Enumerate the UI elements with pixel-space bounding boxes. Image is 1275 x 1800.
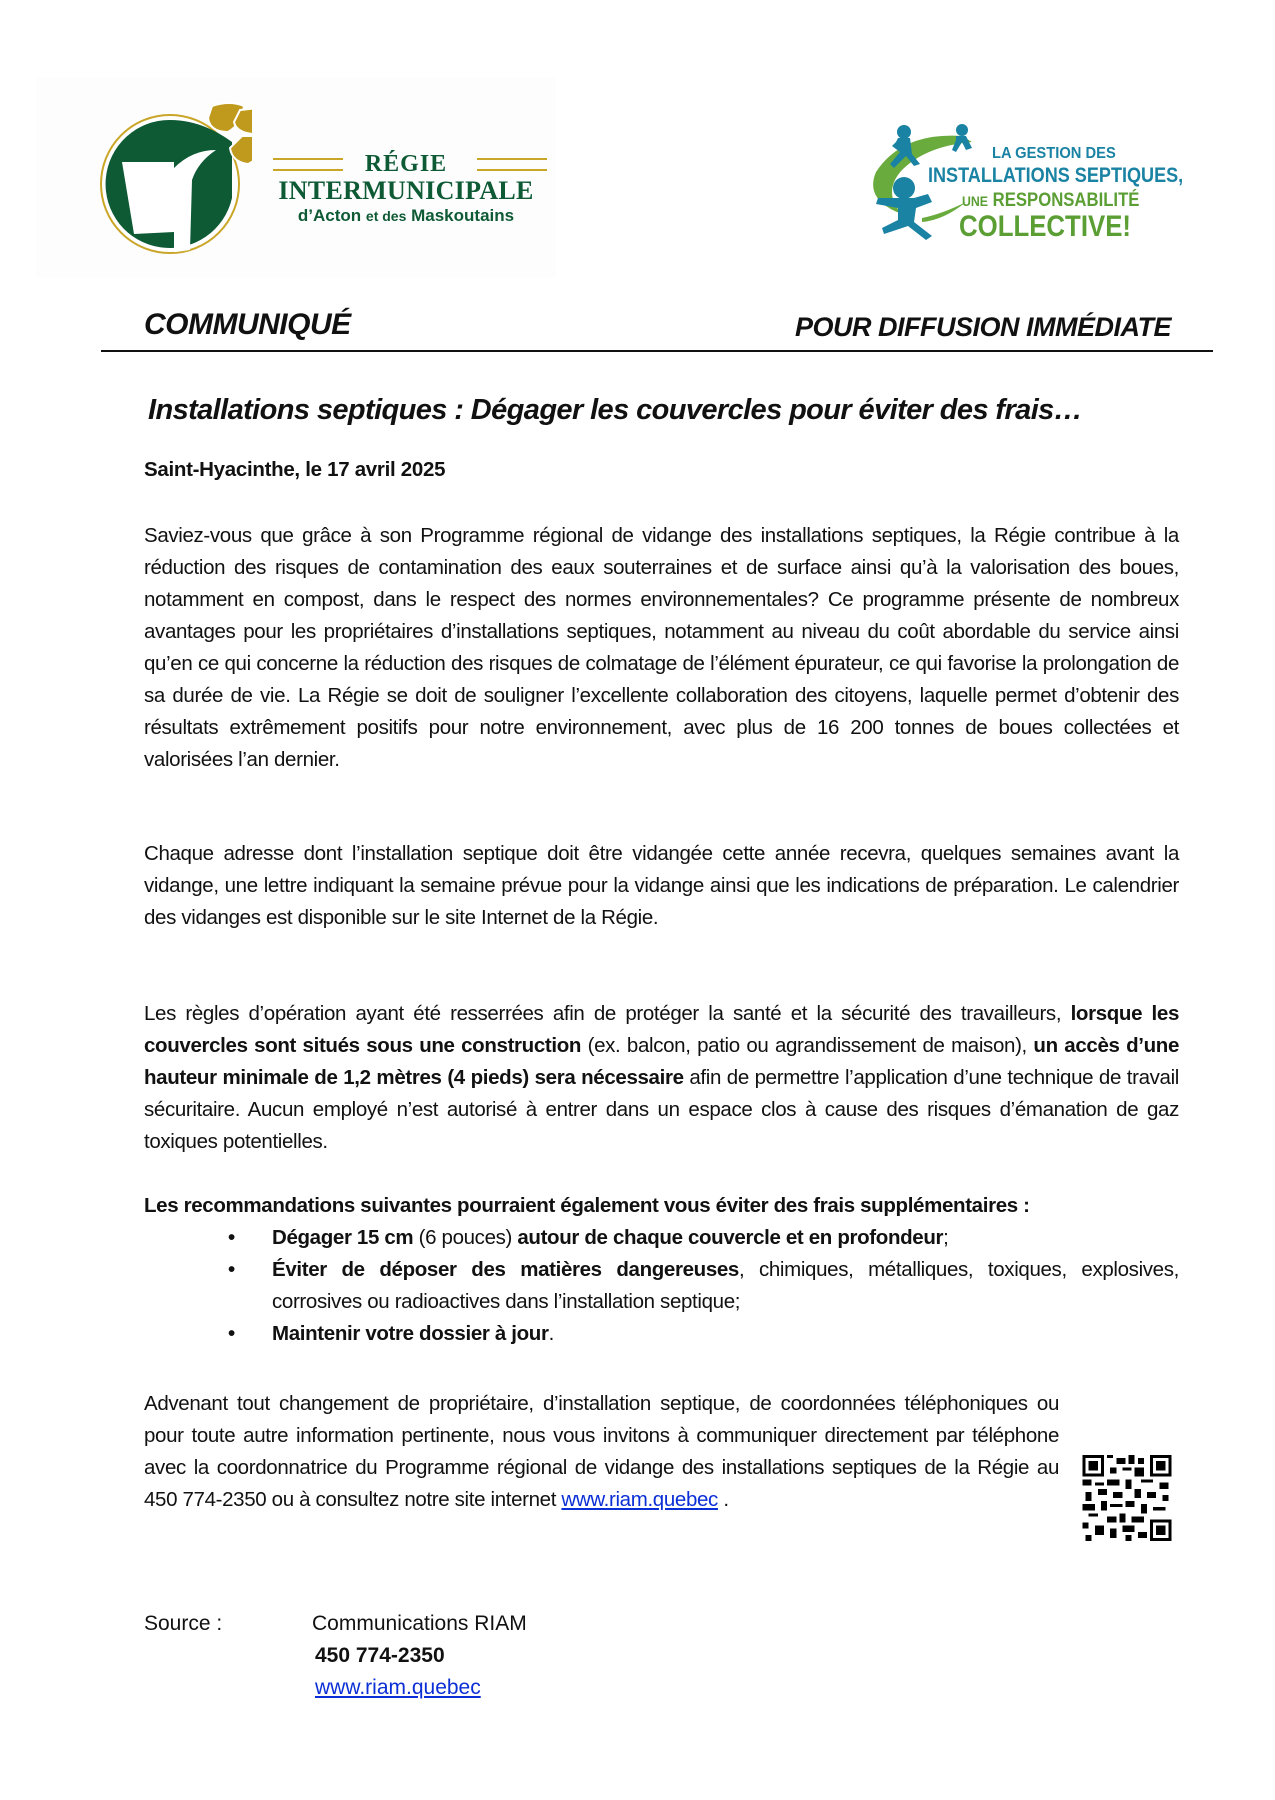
source-website-link[interactable]: www.riam.quebec bbox=[315, 1676, 481, 1699]
paragraph-letter-notice: Chaque adresse dont l’installation septique doit être vidangée cette année recevra, quelques semaines avant la vidange, une lettre indiquant la semaine prévue pour la vidange ainsi que les indications de préparation. Le calendrier des vidanges est disponible sur le site Internet de la Régie. bbox=[144, 842, 1179, 929]
bullet-icon: • bbox=[228, 1258, 235, 1281]
recommendations-section bbox=[144, 1190, 1179, 1350]
source-label: Source : bbox=[144, 1612, 223, 1635]
qr-code-icon[interactable] bbox=[1082, 1455, 1172, 1541]
source-name: Communications RIAM bbox=[312, 1612, 527, 1635]
list-item: • Maintenir votre dossier à jour. bbox=[272, 1318, 1179, 1350]
source-phone: 450 774-2350 bbox=[315, 1644, 445, 1667]
list-item: • Éviter de déposer des matières dangereuses, chimiques, métalliques, toxiques, explosives, corrosives ou radioactives dans l’installation septique; bbox=[272, 1254, 1179, 1318]
recommendations-lead: Les recommandations suivantes pourraient également vous éviter des frais supplémentaires : bbox=[144, 1194, 1030, 1217]
logo-line-gestion: LA GESTION DES bbox=[992, 145, 1116, 162]
immediate-release-label: POUR DIFFUSION IMMÉDIATE bbox=[795, 312, 1171, 342]
paragraph-contact: Advenant tout changement de propriétaire, d’installation septique, de coordonnées téléphoniques ou pour toute autre information pertinente, nous vous invitons à communiquer directement par téléphone avec la coordonnatrice du Programme régional de vidange des installations septiques de la Régie au 450 774-2350 ou à consultez notre site internet www.riam.quebec . bbox=[144, 1392, 1059, 1511]
press-release-title: Installations septiques : Dégager les couvercles pour éviter des frais… bbox=[148, 394, 1083, 426]
riam-emblem-icon bbox=[92, 102, 252, 262]
paragraph-program: Saviez-vous que grâce à son Programme régional de vidange des installations septiques, la Régie contribue à la réduction des risques de contamination des eaux souterraines et de surface ainsi qu’à la valorisation des boues, notamment en compost, dans le respect des normes environnementales? Ce programme présente de nombreux avantages pour les propriétaires d’installations septiques, notamment au niveau du coût abordable du service ainsi qu’en ce qui concerne la réduction des risques de colmatage de l’élément épurateur, ce qui favorise la prolongation de sa durée de vie. La Régie se doit de souligner l’excellente collaboration des citoyens, laquelle permet d’obtenir des résultats extrêmement positifs pour notre environnement, avec plus de 16 200 tonnes de boues collectées et valorisées l’an dernier. bbox=[144, 524, 1179, 771]
recommendations-list bbox=[144, 1222, 1179, 1350]
logo-line-acton: d’Acton et des Maskoutains bbox=[297, 206, 515, 225]
bullet-icon: • bbox=[228, 1322, 235, 1345]
logo-line-regie: RÉGIE bbox=[364, 151, 448, 177]
website-link[interactable]: www.riam.quebec bbox=[561, 1488, 718, 1511]
logo-line-intermunicipale: INTERMUNICIPALE bbox=[278, 176, 534, 205]
riam-logo bbox=[36, 78, 556, 278]
dateline: Saint-Hyacinthe, le 17 avril 2025 bbox=[144, 458, 446, 481]
septic-campaign-logo bbox=[862, 122, 1212, 252]
header-divider bbox=[101, 350, 1213, 352]
logo-line-collective: COLLECTIVE! bbox=[959, 210, 1131, 243]
logo-line-installations: INSTALLATIONS SEPTIQUES, bbox=[928, 164, 1184, 187]
communique-label: COMMUNIQUÉ bbox=[144, 308, 351, 341]
paragraph-operation-rules: Les règles d’opération ayant été resserrées afin de protéger la santé et la sécurité des travailleurs, lorsque les couvercles sont situés sous une construction (ex. balcon, patio ou agrandissement de maison), un accès d’une hauteur minimale de 1,2 mètres (4 pieds) sera nécessaire afin de permettre l’application d’une technique de travail sécuritaire. Aucun employé n’est autorisé à entrer dans un espace clos à cause des risques d’émanation de gaz toxiques potentielles. bbox=[144, 1002, 1179, 1153]
list-item: • Dégager 15 cm (6 pouces) autour de chaque couvercle et en profondeur; bbox=[272, 1222, 1179, 1254]
logo-line-responsabilite: UNE RESPONSABILITÉ bbox=[962, 190, 1140, 211]
bullet-icon: • bbox=[228, 1226, 235, 1249]
